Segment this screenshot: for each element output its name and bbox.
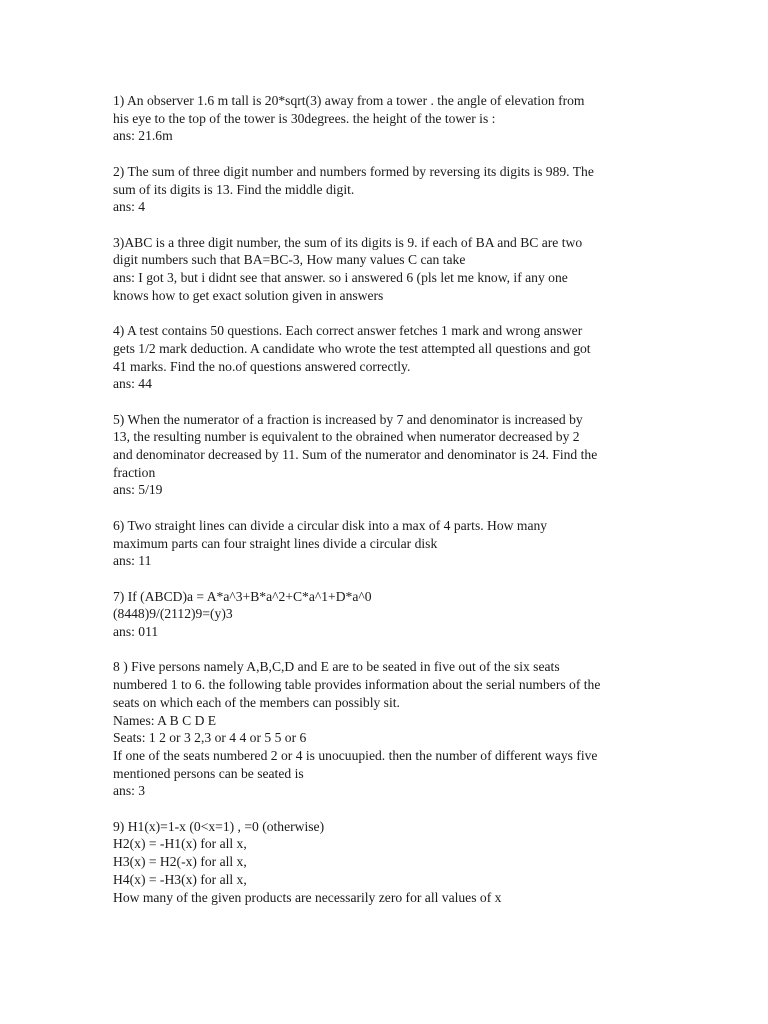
question-text-line: If one of the seats numbered 2 or 4 is unocuupied. then the number of different ways five bbox=[113, 747, 598, 763]
question-text-line: 5) When the numerator of a fraction is increased by 7 and denominator is increased by bbox=[113, 411, 583, 427]
question-text-line: his eye to the top of the tower is 30degrees. the height of the tower is : bbox=[113, 110, 496, 126]
question-block-7 bbox=[113, 588, 658, 641]
question-text-line: numbered 1 to 6. the following table provides information about the serial numbers of the bbox=[113, 677, 601, 693]
answer-line: ans: 3 bbox=[113, 783, 146, 799]
question-text-line: fraction bbox=[113, 464, 156, 480]
question-text-line: knows how to get exact solution given in answers bbox=[113, 287, 384, 303]
question-text-line: 1) An observer 1.6 m tall is 20*sqrt(3) away from a tower . the angle of elevation from bbox=[113, 93, 585, 108]
question-text-line: 41 marks. Find the no.of questions answered correctly. bbox=[113, 358, 411, 374]
question-text-line: (8448)9/(2112)9=(y)3 bbox=[113, 606, 233, 622]
question-block-9 bbox=[113, 818, 658, 907]
question-text-line: 2) The sum of three digit number and numbers formed by reversing its digits is 989. The bbox=[113, 163, 594, 179]
question-text-line: H4(x) = -H3(x) for all x, bbox=[113, 871, 247, 887]
answer-line: ans: 4 bbox=[113, 199, 146, 215]
answer-line: ans: 011 bbox=[113, 624, 159, 639]
question-text-line: 6) Two straight lines can divide a circular disk into a max of 4 parts. How many bbox=[113, 517, 548, 533]
question-text-line: 3)ABC is a three digit number, the sum of its digits is 9. if each of BA and BC are two bbox=[113, 234, 583, 250]
answer-line: ans: 11 bbox=[113, 553, 152, 569]
question-block-8 bbox=[113, 658, 658, 800]
question-text-line: and denominator decreased by 11. Sum of the numerator and denominator is 24. Find the bbox=[113, 447, 598, 462]
question-text-line: How many of the given products are necessarily zero for all values of x bbox=[113, 889, 502, 905]
question-text-line: 9) H1(x)=1-x (0<x=1) , =0 (otherwise) bbox=[113, 818, 325, 834]
answer-line: ans: 44 bbox=[113, 376, 152, 392]
question-text-line: 8 ) Five persons namely A,B,C,D and E are to be seated in five out of the six seats bbox=[113, 659, 560, 675]
question-block-1 bbox=[113, 92, 658, 145]
question-text-line: seats on which each of the members can possibly sit. bbox=[113, 694, 400, 710]
question-text-line: H3(x) = H2(-x) for all x, bbox=[113, 854, 247, 870]
question-text-line: 13, the resulting number is equivalent to the obrained when numerator decreased by 2 bbox=[113, 429, 580, 445]
question-text-line: gets 1/2 mark deduction. A candidate who wrote the test attempted all questions and got bbox=[113, 340, 591, 356]
answer-line: ans: I got 3, but i didnt see that answer. so i answered 6 (pls let me know, if any one bbox=[113, 270, 568, 285]
question-block-5 bbox=[113, 411, 658, 500]
question-block-2 bbox=[113, 163, 658, 216]
document-page bbox=[113, 92, 658, 924]
answer-line: ans: 5/19 bbox=[113, 482, 163, 498]
question-text-line: H2(x) = -H1(x) for all x, bbox=[113, 836, 247, 852]
question-text-line: maximum parts can four straight lines divide a circular disk bbox=[113, 535, 438, 551]
question-text-line: mentioned persons can be seated is bbox=[113, 765, 304, 781]
question-text-line: sum of its digits is 13. Find the middle digit. bbox=[113, 181, 355, 197]
answer-line: ans: 21.6m bbox=[113, 128, 173, 144]
question-text-line: Names: A B C D E bbox=[113, 712, 217, 728]
question-block-6 bbox=[113, 517, 658, 570]
question-block-4 bbox=[113, 322, 658, 393]
question-text-line: 4) A test contains 50 questions. Each correct answer fetches 1 mark and wrong answer bbox=[113, 323, 583, 339]
question-block-3 bbox=[113, 234, 658, 305]
question-text-line: digit numbers such that BA=BC-3, How many values C can take bbox=[113, 252, 466, 268]
question-text-line: 7) If (ABCD)a = A*a^3+B*a^2+C*a^1+D*a^0 bbox=[113, 588, 372, 604]
question-text-line: Seats: 1 2 or 3 2,3 or 4 4 or 5 5 or 6 bbox=[113, 730, 307, 746]
